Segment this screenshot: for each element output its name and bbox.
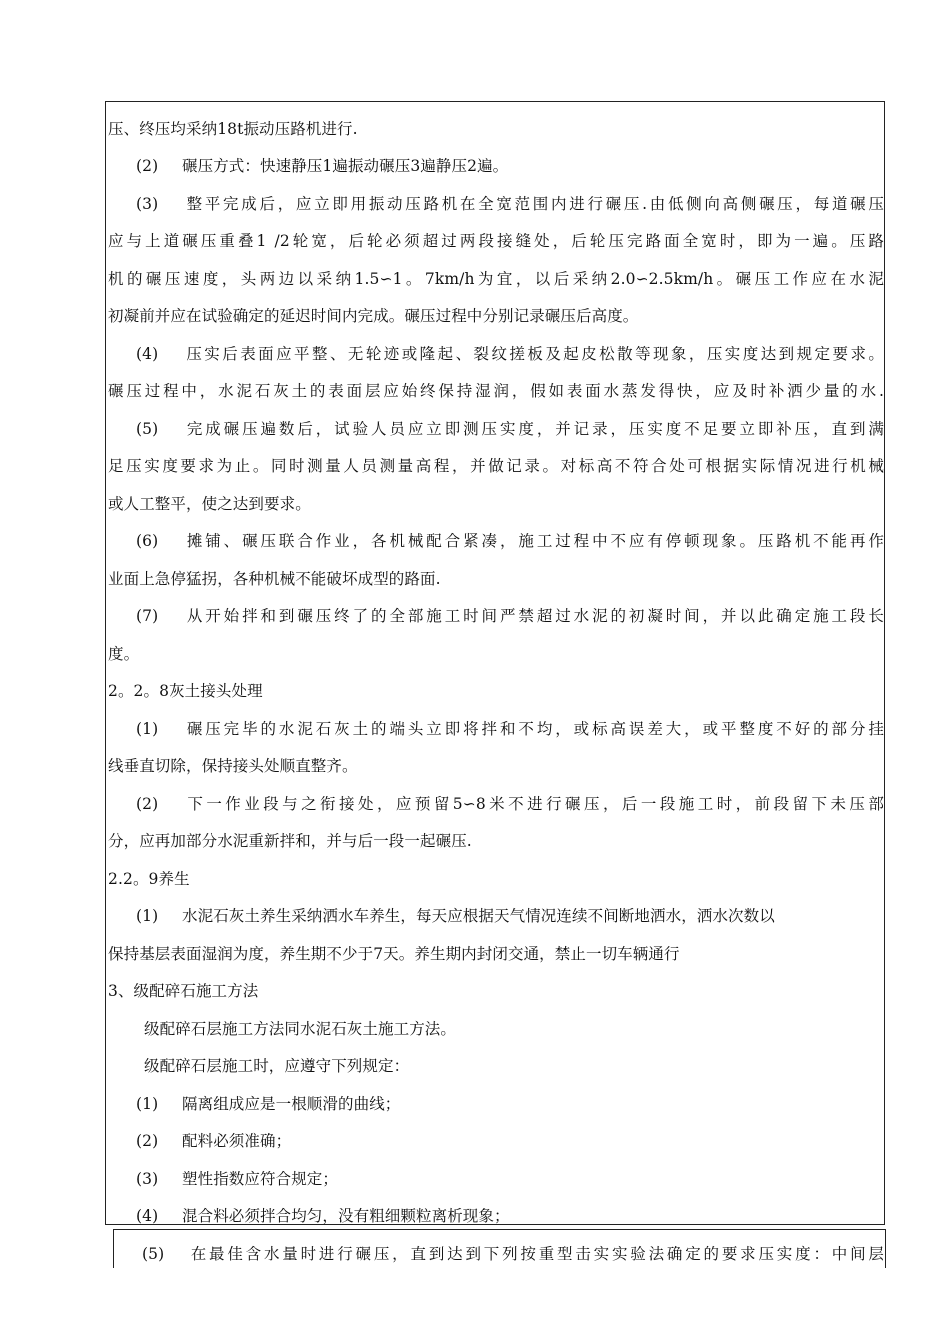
text-line: 线垂直切除，保持接头处顺直整齐。: [108, 757, 358, 775]
item-marker: (6): [136, 532, 159, 550]
text-line: 保持基层表面湿润为度，养生期不少于7天。养生期内封闭交通，禁止一切车辆通行: [108, 945, 680, 963]
item-marker: (2): [136, 157, 159, 175]
text-line: 足压实度要求为止。同时测量人员测量高程，并做记录。对标高不符合处可根据实际情况进行机械: [108, 457, 884, 475]
text-line: 机的碾压速度，头两边以采纳1.5∽1。7km/h为宜，以后采纳2.0∽2.5km/h。碾压工作应在水泥: [108, 270, 884, 288]
section-heading: 2.2。9养生: [108, 870, 190, 888]
list-item: (2) 下一作业段与之衔接处，应预留5∽8米不进行碾压，后一段施工时，前段留下未压部: [136, 795, 884, 813]
text-line: 压、终压均采纳18t振动压路机进行.: [108, 120, 358, 138]
item-marker: (4): [136, 1207, 159, 1225]
section-heading: 2。2。8灰土接头处理: [108, 682, 263, 700]
list-item: (1) 碾压完毕的水泥石灰土的端头立即将拌和不均，或标高误差大，或平整度不好的部分挂: [136, 720, 884, 738]
text-line: 或人工整平，使之达到要求。: [108, 495, 311, 513]
text-line: 应与上道碾压重叠1 /2轮宽，后轮必须超过两段接缝处，后轮压完路面全宽时，即为一遍。压路: [108, 232, 884, 250]
list-item: (1) 隔离组成应是一根顺滑的曲线；: [136, 1095, 401, 1113]
item-marker: (5): [136, 420, 159, 438]
item-marker: (3): [136, 195, 159, 213]
list-item: (3) 整平完成后，应立即用振动压路机在全宽范围内进行碾压.由低侧向高侧碾压，每道碾压: [136, 195, 884, 213]
text-line: 初凝前并应在试验确定的延迟时间内完成。碾压过程中分别记录碾压后高度。: [108, 307, 639, 325]
item-marker: (1): [136, 907, 159, 925]
section-heading: 3、级配碎石施工方法: [108, 982, 259, 1000]
item-marker: (5): [142, 1245, 165, 1263]
text-line: 碾压过程中，水泥石灰土的表面层应始终保持湿润，假如表面水蒸发得快，应及时补洒少量的水.: [108, 382, 884, 400]
list-item: (4) 混合料必须拌合均匀，没有粗细颗粒离析现象；: [136, 1207, 510, 1225]
list-item: (7) 从开始拌和到碾压终了的全部施工时间严禁超过水泥的初凝时间，并以此确定施工段长: [136, 607, 884, 625]
text-line: 业面上急停猛拐，各种机械不能破坏成型的路面.: [108, 570, 441, 588]
list-item: (6) 摊铺、碾压联合作业，各机械配合紧凑，施工过程中不应有停顿现象。压路机不能再作: [136, 532, 884, 550]
list-item: (3) 塑性指数应符合规定；: [136, 1170, 339, 1188]
item-marker: (1): [136, 720, 159, 738]
item-marker: (2): [136, 1132, 159, 1150]
item-marker: (2): [136, 795, 159, 813]
item-marker: (4): [136, 345, 159, 363]
item-marker: (3): [136, 1170, 159, 1188]
text-line: 级配碎石层施工方法同水泥石灰土施工方法。: [144, 1020, 457, 1038]
item-marker: (1): [136, 1095, 159, 1113]
list-item: (4) 压实后表面应平整、无轮迹或隆起、裂纹搓板及起皮松散等现象，压实度达到规定要求。: [136, 345, 884, 363]
list-item: (2) 碾压方式：快速静压1遍振动碾压3遍静压2遍。: [136, 157, 509, 175]
item-marker: (7): [136, 607, 159, 625]
list-item: (5) 完成碾压遍数后，试验人员应立即测压实度，并记录，压实度不足要立即补压，直到满: [136, 420, 884, 438]
list-item: (1) 水泥石灰土养生采纳洒水车养生，每天应根据天气情况连续不间断地洒水，洒水次数以: [136, 907, 775, 925]
text-line: 度。: [108, 645, 140, 663]
list-item: (5) 在最佳含水量时进行碾压，直到达到下列按重型击实实验法确定的要求压实度：中间层: [142, 1245, 884, 1263]
text-line: 级配碎石层施工时，应遵守下列规定：: [144, 1057, 410, 1075]
list-item: (2) 配料必须准确；: [136, 1132, 292, 1150]
text-line: 分，应再加部分水泥重新拌和，并与后一段一起碾压.: [108, 832, 472, 850]
